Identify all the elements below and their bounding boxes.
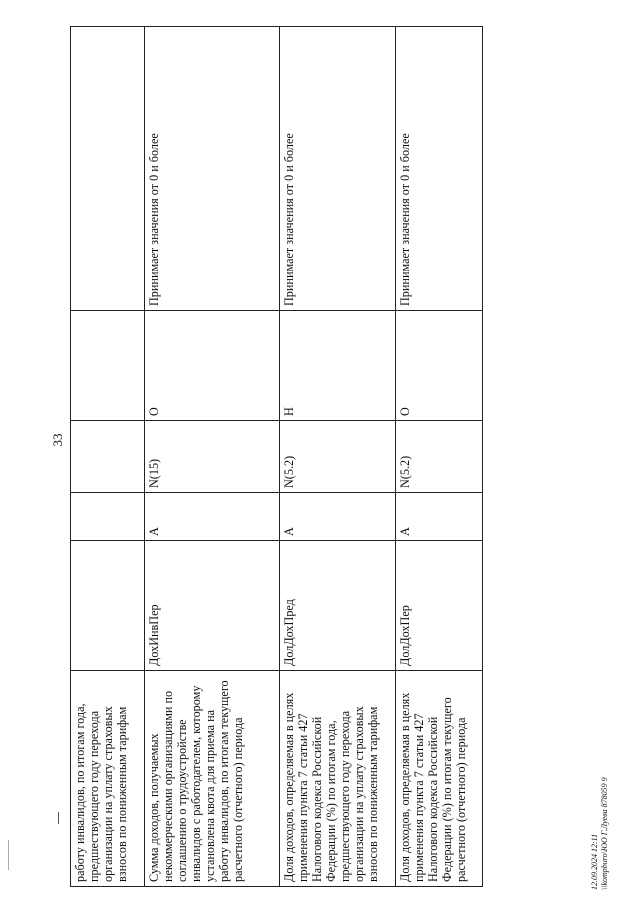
cell-required: Н (280, 311, 396, 421)
cell-format (71, 421, 145, 493)
cell-code: ДолДохПред (280, 541, 396, 671)
cell-note (71, 27, 145, 311)
cell-type: А (145, 493, 280, 541)
scan-mark (58, 812, 62, 824)
cell-type (71, 493, 145, 541)
print-footer (590, 700, 630, 890)
cell-note: Принимает значения от 0 и более (396, 27, 483, 311)
cell-format: N(15) (145, 421, 280, 493)
table-row (71, 27, 145, 887)
cell-format: N(5.2) (280, 421, 396, 493)
print-path: \\kompburo\ЮО Г.Луева 878059 9 (600, 777, 609, 890)
print-timestamp: 12.09.2024 12:11 (590, 833, 599, 890)
cell-required: О (396, 311, 483, 421)
cell-format: N(5.2) (396, 421, 483, 493)
cell-code (71, 541, 145, 671)
cell-type: А (280, 493, 396, 541)
table-row (145, 27, 280, 887)
cell-description: работу инвалидов, по итогам года, предшествующего году перехода организации на уплату страховых взносов по пониженным тарифам (71, 671, 145, 887)
scan-mark (8, 840, 10, 870)
table-container (70, 27, 482, 887)
cell-description: Доля доходов, определяемая в целях применения пункта 7 статьи 427 Налогового кодекса Российской Федерации (%) по итогам года, предшествующего году перехода организации на уплату страховых взносов по пониженным тарифам (280, 671, 396, 887)
cell-description: Доля доходов, определяемая в целях применения пункта 7 статьи 427 Налогового кодекса Российской Федерации (%) по итогам текущего расчетного (отчетного) периода (396, 671, 483, 887)
cell-description: Сумма доходов, получаемых некоммерческими организациями по соглашению о трудоустройстве инвалидов с работодателем, которому установлена квота для приема на работу инвалидов, по итогам текущего расчетного (отчетного) периода (145, 671, 280, 887)
elements-table (70, 26, 483, 887)
cell-required: О (145, 311, 280, 421)
table-row (280, 27, 396, 887)
cell-note: Принимает значения от 0 и более (145, 27, 280, 311)
cell-note: Принимает значения от 0 и более (280, 27, 396, 311)
cell-required (71, 311, 145, 421)
cell-code: ДохИнвПер (145, 541, 280, 671)
page-number: 33 (50, 433, 65, 447)
cell-code: ДолДохПер (396, 541, 483, 671)
cell-type: А (396, 493, 483, 541)
table-row (396, 27, 483, 887)
